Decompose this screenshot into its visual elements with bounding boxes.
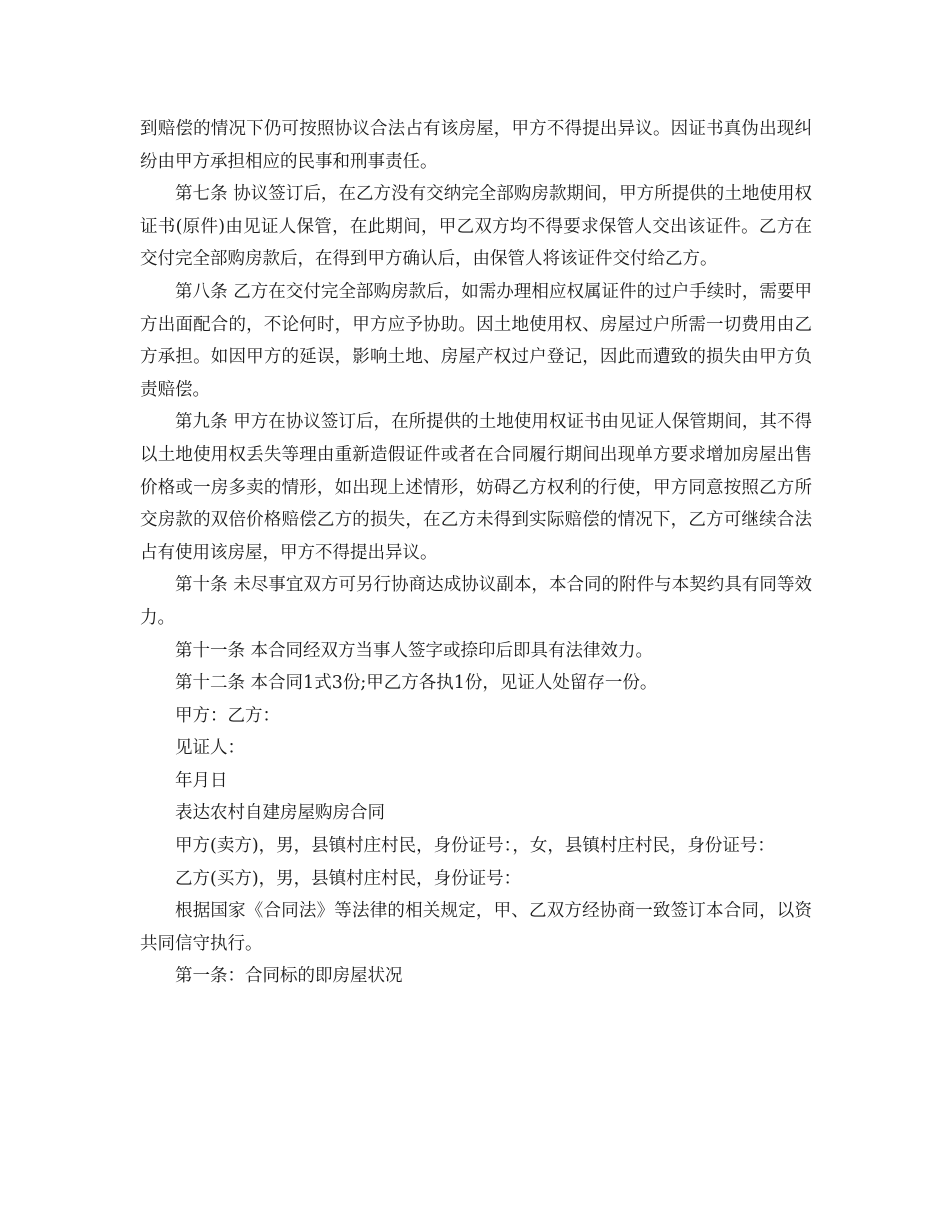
party-a-seller-line: 甲方(卖方)，男，县镇村庄村民，身份证号：，女，县镇村庄村民，身份证号： bbox=[175, 836, 775, 857]
paragraph-article-11: 第十一条 本合同经双方当事人签字或捺印后即具有法律效力。 bbox=[175, 640, 654, 661]
document-body bbox=[140, 113, 812, 993]
paragraph-preamble: 根据国家《合同法》等法律的相关规定，甲、乙双方经协商一致签订本合同，以资共同信守执行。 bbox=[140, 901, 812, 954]
contract-title: 表达农村自建房屋购房合同 bbox=[175, 803, 385, 824]
paragraph-article-7: 第七条 协议签订后，在乙方没有交纳完全部购房款期间，甲方所提供的土地使用权证书(原件)由见证人保管，在此期间，甲乙双方均不得要求保管人交出该证件。乙方在交付完全部购房款后，在得到甲方确认后，由保管人将该证件交付给乙方。 bbox=[140, 184, 812, 270]
paragraph-article-9: 第九条 甲方在协议签订后，在所提供的土地使用权证书由见证人保管期间，其不得以土地使用权丢失等理由重新造假证件或者在合同履行期间出现单方要求增加房屋出售价格或一房多卖的情形，如出现上述情形，妨碍乙方权利的行使，甲方同意按照乙方所交房款的双倍价格赔偿乙方的损失，在乙方未得到实际赔偿的情况下，乙方可继续合法占有使用该房屋，甲方不得提出异议。 bbox=[140, 412, 812, 563]
date-line: 年月日 bbox=[175, 770, 228, 791]
witness-line: 见证人： bbox=[175, 738, 245, 759]
signature-parties-line: 甲方：乙方： bbox=[175, 705, 280, 726]
paragraph-article-1-heading: 第一条：合同标的即房屋状况 bbox=[175, 966, 403, 987]
paragraph-article-10: 第十条 未尽事宜双方可另行协商达成协议副本，本合同的附件与本契约具有同等效力。 bbox=[140, 575, 812, 628]
paragraph-article-12: 第十二条 本合同1式3份;甲乙方各执1份，见证人处留存一份。 bbox=[175, 673, 658, 694]
paragraph-continuation: 到赔偿的情况下仍可按照协议合法占有该房屋，甲方不得提出异议。因证书真伪出现纠纷由甲方承担相应的民事和刑事责任。 bbox=[140, 119, 812, 172]
paragraph-article-8: 第八条 乙方在交付完全部购房款后，如需办理相应权属证件的过户手续时，需要甲方出面配合的，不论何时，甲方应予协助。因土地使用权、房屋过户所需一切费用由乙方承担。如因甲方的延误，影响土地、房屋产权过户登记，因此而遭致的损失由甲方负责赔偿。 bbox=[140, 281, 812, 400]
party-b-buyer-line: 乙方(买方)，男，县镇村庄村民，身份证号： bbox=[175, 868, 522, 889]
